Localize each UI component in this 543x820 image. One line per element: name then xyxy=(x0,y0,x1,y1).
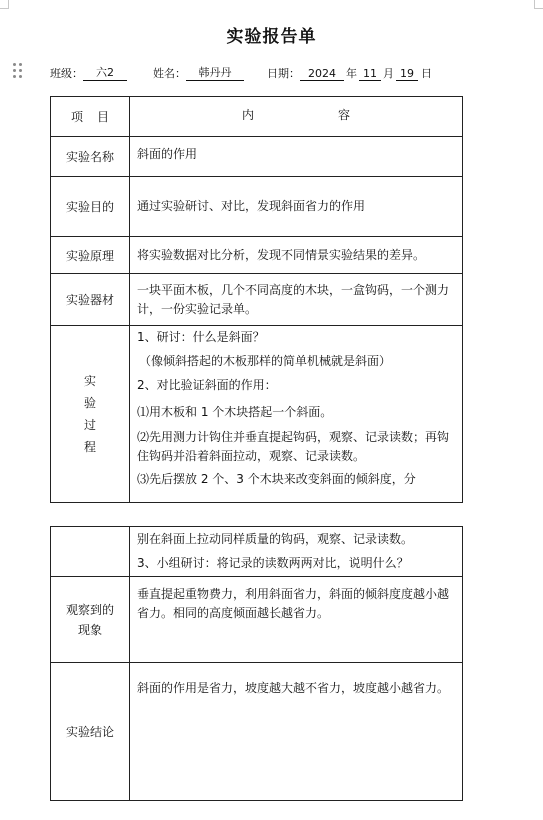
name-value[interactable]: 韩丹丹 xyxy=(186,64,244,81)
header-content-char-b: 容 xyxy=(338,108,351,122)
process-line: （像倾斜搭起的木板那样的简单机械就是斜面） xyxy=(139,354,392,368)
conclusion-content[interactable]: 斜面的作用是省力，坡度越大越不省力，坡度越小越省力。 xyxy=(130,663,463,801)
table-row-process xyxy=(51,326,463,503)
day-unit: 日 xyxy=(421,67,432,80)
row-label: 实验目的 xyxy=(51,177,130,237)
table-row xyxy=(51,137,463,177)
date-year-value[interactable]: 2024 xyxy=(300,67,344,81)
row-content[interactable]: 通过实验研讨、对比，发现斜面省力的作用 xyxy=(130,177,463,237)
table-row xyxy=(51,237,463,274)
report-table-page-1 xyxy=(50,96,463,503)
header-item-cell: 项目 xyxy=(51,97,130,137)
date-month-value[interactable]: 11 xyxy=(359,67,381,81)
conclusion-label: 实验结论 xyxy=(51,663,130,801)
page-corner-mark-left xyxy=(0,0,9,9)
observation-label: 观察到的 现象 xyxy=(51,577,130,663)
process-content[interactable] xyxy=(130,326,463,503)
page-corner-mark-right xyxy=(534,0,543,9)
row-label: 实验器材 xyxy=(51,274,130,326)
table-row xyxy=(51,177,463,237)
row-label: 实验原理 xyxy=(51,237,130,274)
process-line: 1、研讨：什么是斜面？ xyxy=(137,330,265,344)
process-line: ⑴用木板和 1 个木块搭起一个斜面。 xyxy=(137,405,333,419)
header-content-cell xyxy=(130,97,463,137)
process-line: ⑵先用测力计钩住并垂直提起钩码，观察、记录读数；再钩住钩码并沿着斜面拉动，观察、记录读数。 xyxy=(137,430,450,463)
year-unit: 年 xyxy=(346,67,357,80)
table-header-row xyxy=(51,97,463,137)
student-info-line xyxy=(50,64,435,81)
table-row-observation xyxy=(51,577,463,663)
process-line: 2、对比验证斜面的作用： xyxy=(137,378,277,392)
row-content[interactable]: 斜面的作用 xyxy=(130,137,463,177)
name-label: 姓名： xyxy=(153,67,186,80)
row-content[interactable]: 一块平面木板，几个不同高度的木块，一盒钩码，一个测力计，一份实验记录单。 xyxy=(130,274,463,326)
drag-handle-icon[interactable] xyxy=(13,63,23,79)
process-content-continued[interactable] xyxy=(130,527,463,577)
process-label-continued xyxy=(51,527,130,577)
table-row xyxy=(51,274,463,326)
header-content-char-a: 内 xyxy=(241,108,254,122)
date-day-value[interactable]: 19 xyxy=(396,67,418,81)
process-label: 实 验 过 程 xyxy=(51,326,130,503)
document-title: 实验报告单 xyxy=(226,27,317,47)
process-line: ⑶先后摆放 2 个、3 个木块来改变斜面的倾斜度，分 xyxy=(137,472,416,486)
class-label: 班级： xyxy=(50,67,83,80)
process-line: 3、小组研讨：将记录的读数两两对比，说明什么？ xyxy=(137,556,409,570)
table-row-conclusion xyxy=(51,663,463,801)
row-label: 实验名称 xyxy=(51,137,130,177)
report-table-page-2 xyxy=(50,526,463,801)
process-line: 别在斜面上拉动同样质量的钩码，观察、记录读数。 xyxy=(137,532,414,546)
class-value[interactable]: 六2 xyxy=(83,64,127,81)
table-row-process-continued xyxy=(51,527,463,577)
date-label: 日期： xyxy=(267,67,300,80)
month-unit: 月 xyxy=(383,67,394,80)
observation-content[interactable]: 垂直提起重物费力，利用斜面省力，斜面的倾斜度度越小越省力。相同的高度倾面越长越省力。 xyxy=(130,577,463,663)
row-content[interactable]: 将实验数据对比分析，发现不同情景实验结果的差异。 xyxy=(130,237,463,274)
